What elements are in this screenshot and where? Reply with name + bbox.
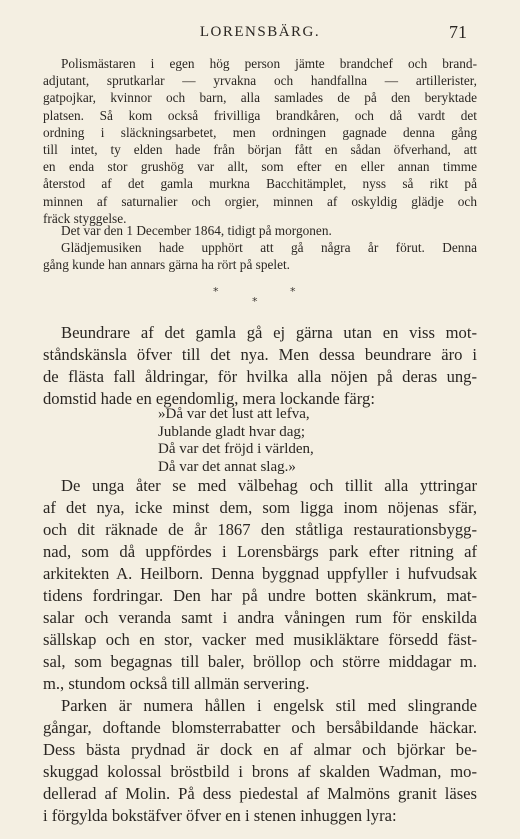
text-line: sällskap och en stor, vacker med musikläktare försedd fäst-: [43, 630, 477, 649]
text-line: nad, som då uppfördes i Lorensbärgs park efter ritning af: [43, 542, 477, 561]
text-line: tidens fordringar. Den har på undre botten skänkrum, mat-: [43, 586, 477, 605]
poem-line: »Då var det lust att lefva,: [158, 406, 310, 422]
text-line: gatpojkar, kvinnor och barn, alla samlades de på den beryktade: [43, 90, 477, 106]
running-head: [45, 22, 475, 46]
text-line: gångar, doftande blomsterrabatter och bersåbildande häckar.: [43, 718, 477, 737]
poem-quote: [158, 406, 388, 476]
text-line: återstod af det gamla murkna Bacchitämplet, nyss så rikt på: [43, 176, 477, 192]
text-line: minnen af saturnalier och orgier, minnen af oskyldig glädje och: [43, 193, 477, 209]
text-line: Polismästaren i egen hög person jämte brandchef och brand-: [61, 56, 477, 71]
text-line: Dess bästa prydnad är dock en af almar och björkar be-: [43, 740, 477, 759]
text-line: Det var den 1 December 1864, tidigt på morgonen.: [61, 223, 332, 238]
paragraph-restaurant: [43, 475, 477, 695]
text-line: skuggad kolossal bröstbild i brons af skalden Wadman, mo-: [43, 762, 477, 781]
paragraph-park: [43, 695, 477, 827]
asterisk: *: [213, 285, 219, 298]
poem-line: Jublande gladt hvar dag;: [158, 423, 306, 440]
text-line: fräck styggelse.: [43, 210, 127, 226]
text-line: ordning i släckningsarbetet, men ordningen gagnade denna gång: [43, 124, 477, 140]
text-line: adjutant, sprutkarlar — yrvakna och handfallna — artillerister,: [43, 73, 477, 89]
text-line: m., stundom också till allmän servering.: [43, 674, 310, 693]
text-line: till intet, ty elden hade från början fått en sådan öfverhand, att: [43, 142, 477, 158]
text-line: De unga åter se med välbehag och tillit alla yttringar: [61, 476, 477, 495]
poem-line: Då var det fröjd i världen,: [158, 441, 314, 457]
text-line: platsen. Så kom också frivilliga brandkåren, och då vardt det: [43, 107, 477, 123]
text-line: dellerad af Molin. På dess piedestal af Malmöns granit läses: [43, 784, 477, 803]
asterisk: *: [252, 295, 258, 308]
text-line: domstid hade en egendomlig, mera lockande färg:: [43, 389, 375, 408]
text-line: Parken är numera hållen i engelsk stil med slingrande: [61, 696, 477, 715]
section-separator: [180, 285, 340, 313]
text-line: Beundrare af det gamla gå ej gärna utan en viss mot-: [61, 323, 477, 342]
text-line: arkitekten A. Heilborn. Denna byggnad uppfyller i hufvudsak: [43, 564, 477, 583]
paragraph-fire-account: [43, 55, 477, 227]
page-number: 71: [449, 22, 467, 42]
paragraph-date: [43, 222, 477, 274]
text-line: en enda stor grushög var allt, som efter en eller annan timme: [43, 159, 477, 175]
text-line: Glädjemusiken hade upphört att gå några år förut. Denna: [61, 240, 477, 256]
text-line: gång kunde han annars gärna ha rört på spelet.: [43, 257, 291, 273]
text-line: i förgylda bokstäfver öfver en i stenen inhuggen lyra:: [43, 806, 397, 825]
paragraph-admirers: [43, 322, 477, 410]
text-line: sal, som begagnas till baler, bröllop och större middagar m.: [43, 652, 477, 671]
running-title: LORENSBÄRG.: [199, 24, 321, 40]
asterisk: *: [290, 285, 296, 298]
text-line: de flästa fall åldringar, för hvilka alla nöjen på deras ung-: [43, 367, 477, 386]
poem-line: Då var det annat slag.»: [158, 458, 296, 475]
text-line: af det nya, icke minst dem, som ligga inom nöjenas sfär,: [43, 498, 477, 517]
text-line: ståndskänsla öfver till det nya. Men dessa beundrare äro i: [43, 345, 477, 364]
text-line: salar och veranda samt i andra våningen rum för enskilda: [43, 608, 477, 627]
text-line: och dit räknade de år 1867 den ståtliga restaurationsbygg-: [43, 520, 477, 539]
